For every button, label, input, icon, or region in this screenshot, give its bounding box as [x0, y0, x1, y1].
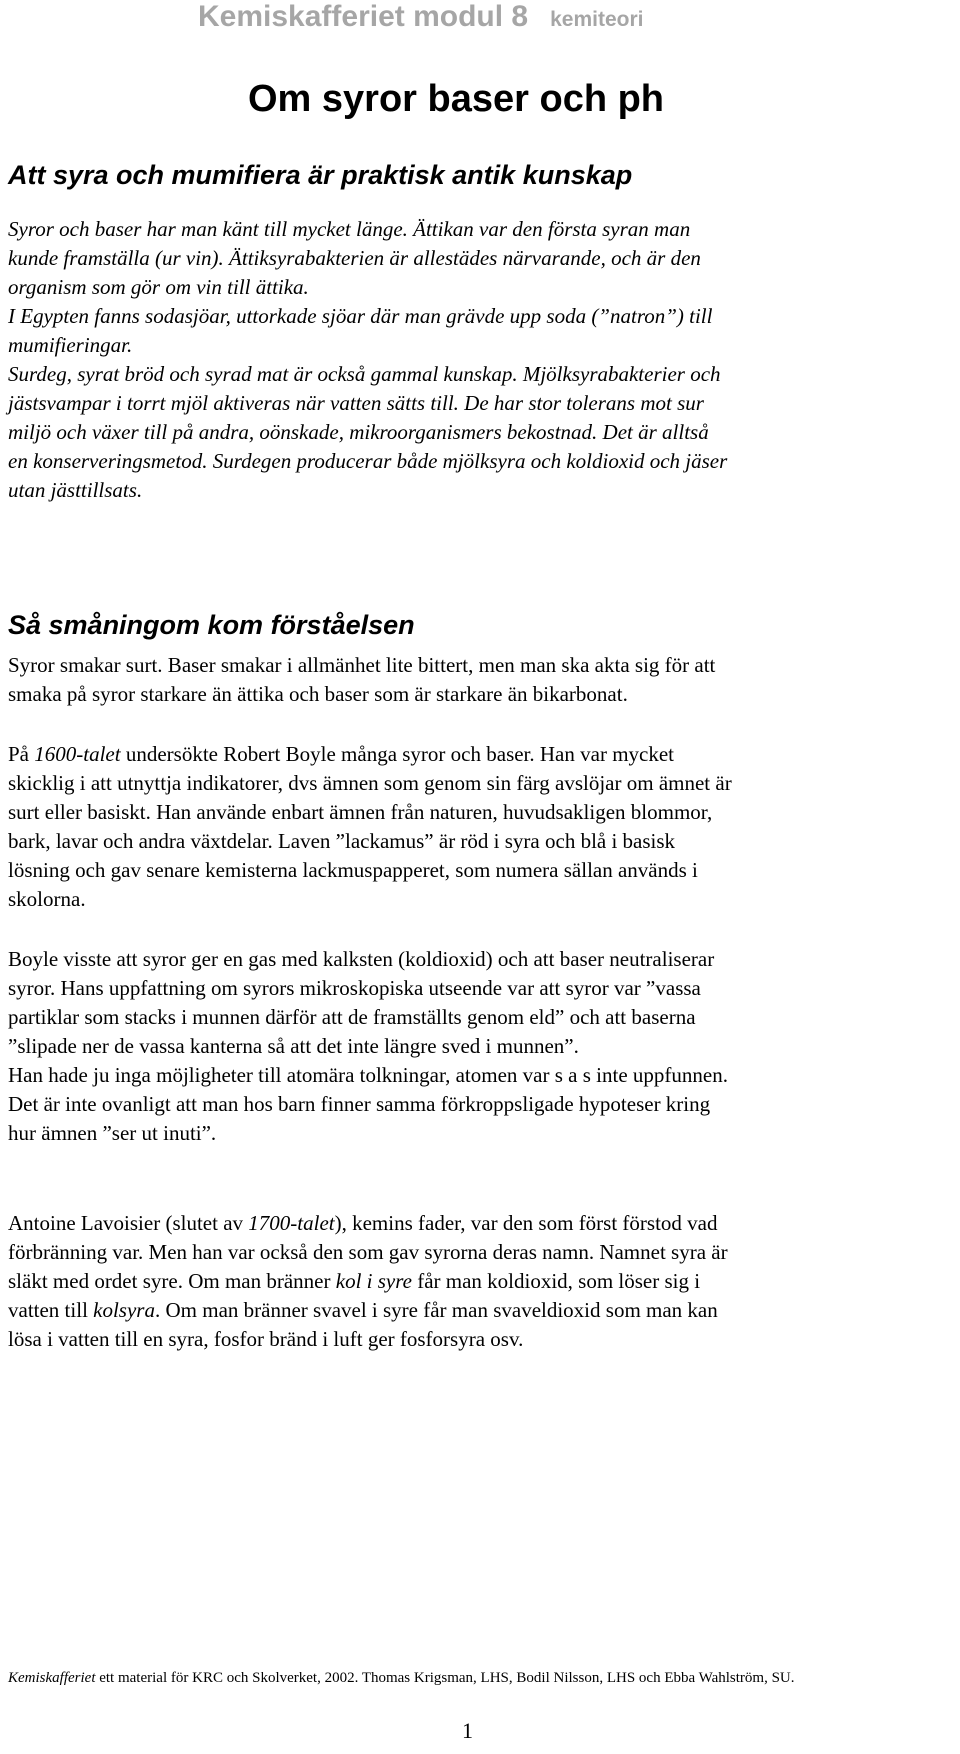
text-line: skicklig i att utnyttja indikatorer, dvs ämnen som genom sin färg avslöjar om ämnet är — [8, 771, 732, 795]
text-line: lösa i vatten till en syra, fosfor bränd i luft ger fosforsyra osv. — [8, 1327, 524, 1351]
text-line: Syror och baser har man känt till mycket länge. Ättikan var den första syran man — [8, 217, 691, 241]
footer-credits: ett material för KRC och Skolverket, 2002. Thomas Krigsman, LHS, Bodil Nilsson, LHS och Ebba Wahlström, SU. — [95, 1670, 795, 1686]
text-line: Det är inte ovanligt att man hos barn finner samma förkroppsligade hypoteser kring — [8, 1092, 711, 1116]
emphasis-century: 1600-talet — [34, 742, 121, 766]
text-line: förbränning var. Men han var också den som gav syrorna deras namn. Namnet syra är — [8, 1240, 728, 1264]
text-line: mumifieringar. — [8, 333, 133, 357]
paragraph-boyle-gas — [8, 945, 948, 1148]
text-line: kunde framställa (ur vin). Ättiksyrabakterien är allestädes närvarande, och är den — [8, 246, 701, 270]
text-line: Syror smakar surt. Baser smakar i allmänhet lite bittert, men man ska akta sig för att — [8, 653, 716, 677]
text-line: smaka på syror starkare än ättika och baser som är starkare än bikarbonat. — [8, 682, 628, 706]
text-line: syror. Hans uppfattning om syrors mikroskopiska utseende var att syror var ”vassa — [8, 976, 701, 1000]
text-line: utan jästtillsats. — [8, 478, 143, 502]
footer-publication: Kemiskafferiet — [8, 1670, 96, 1686]
text-line: Boyle visste att syror ger en gas med kalksten (koldioxid) och att baser neutraliserar — [8, 947, 715, 971]
page-number: 1 — [462, 1718, 473, 1743]
text-line: partiklar som stacks i munnen därför att de framställts genom eld” och att baserna — [8, 1005, 696, 1029]
text-line: bark, lavar och andra växtdelar. Laven ”lackamus” är röd i syra och blå i basisk — [8, 829, 676, 853]
section-heading-antik: Att syra och mumifiera är praktisk antik kunskap — [8, 160, 633, 190]
paragraph-boyle — [8, 740, 948, 914]
text-line: Surdeg, syrat bröd och syrad mat är också gammal kunskap. Mjölksyrabakterier och — [8, 362, 721, 386]
text-line: Han hade ju inga möjligheter till atomära tolkningar, atomen var s a s inte uppfunnen. — [8, 1063, 728, 1087]
text-line: Antoine Lavoisier (slutet av 1700-talet), kemins fader, var den som först förstod vad — [8, 1211, 718, 1235]
text-line: hur ämnen ”ser ut inuti”. — [8, 1121, 217, 1145]
paragraph-lavoisier — [8, 1209, 948, 1354]
text-line: På 1600-talet undersökte Robert Boyle många syror och baser. Han var mycket — [8, 742, 675, 766]
section-antik-paragraph — [8, 215, 948, 505]
header-subtitle: kemiteori — [550, 8, 644, 31]
text-line: ”slipade ner de vassa kanterna så att det inte längre sved i munnen”. — [8, 1034, 579, 1058]
header-title: Kemiskafferiet modul 8 — [198, 0, 529, 33]
text-line: släkt med ordet syre. Om man bränner kol i syre får man koldioxid, som löser sig i — [8, 1269, 701, 1293]
emphasis-term: kol i syre — [335, 1269, 412, 1293]
text-line: jästsvampar i torrt mjöl aktiveras när vatten sätts till. De har stor tolerans mot sur — [8, 391, 704, 415]
text-line: surt eller basiskt. Han använde enbart ämnen från naturen, huvudsakligen blommor, — [8, 800, 713, 824]
emphasis-term: kolsyra — [93, 1298, 155, 1322]
document-header — [198, 0, 643, 34]
page-title: Om syror baser och ph — [248, 78, 665, 120]
paragraph-taste — [8, 651, 948, 709]
page-footer — [8, 1670, 795, 1687]
text-line: organism som gör om vin till ättika. — [8, 275, 309, 299]
text-line: vatten till kolsyra. Om man bränner svavel i syre får man svaveldioxid som man kan — [8, 1298, 718, 1322]
text-line: miljö och växer till på andra, oönskade, mikroorganismers bekostnad. Det är alltså — [8, 420, 709, 444]
text-line: I Egypten fanns sodasjöar, uttorkade sjöar där man grävde upp soda (”natron”) till — [8, 304, 713, 328]
section-heading-forstaelsen: Så småningom kom förståelsen — [8, 610, 415, 640]
text-line: lösning och gav senare kemisterna lackmuspapperet, som numera sällan används i — [8, 858, 698, 882]
text-line: en konserveringsmetod. Surdegen producerar både mjölksyra och koldioxid och jäser — [8, 449, 728, 473]
text-line: skolorna. — [8, 887, 86, 911]
emphasis-century: 1700-talet — [248, 1211, 335, 1235]
